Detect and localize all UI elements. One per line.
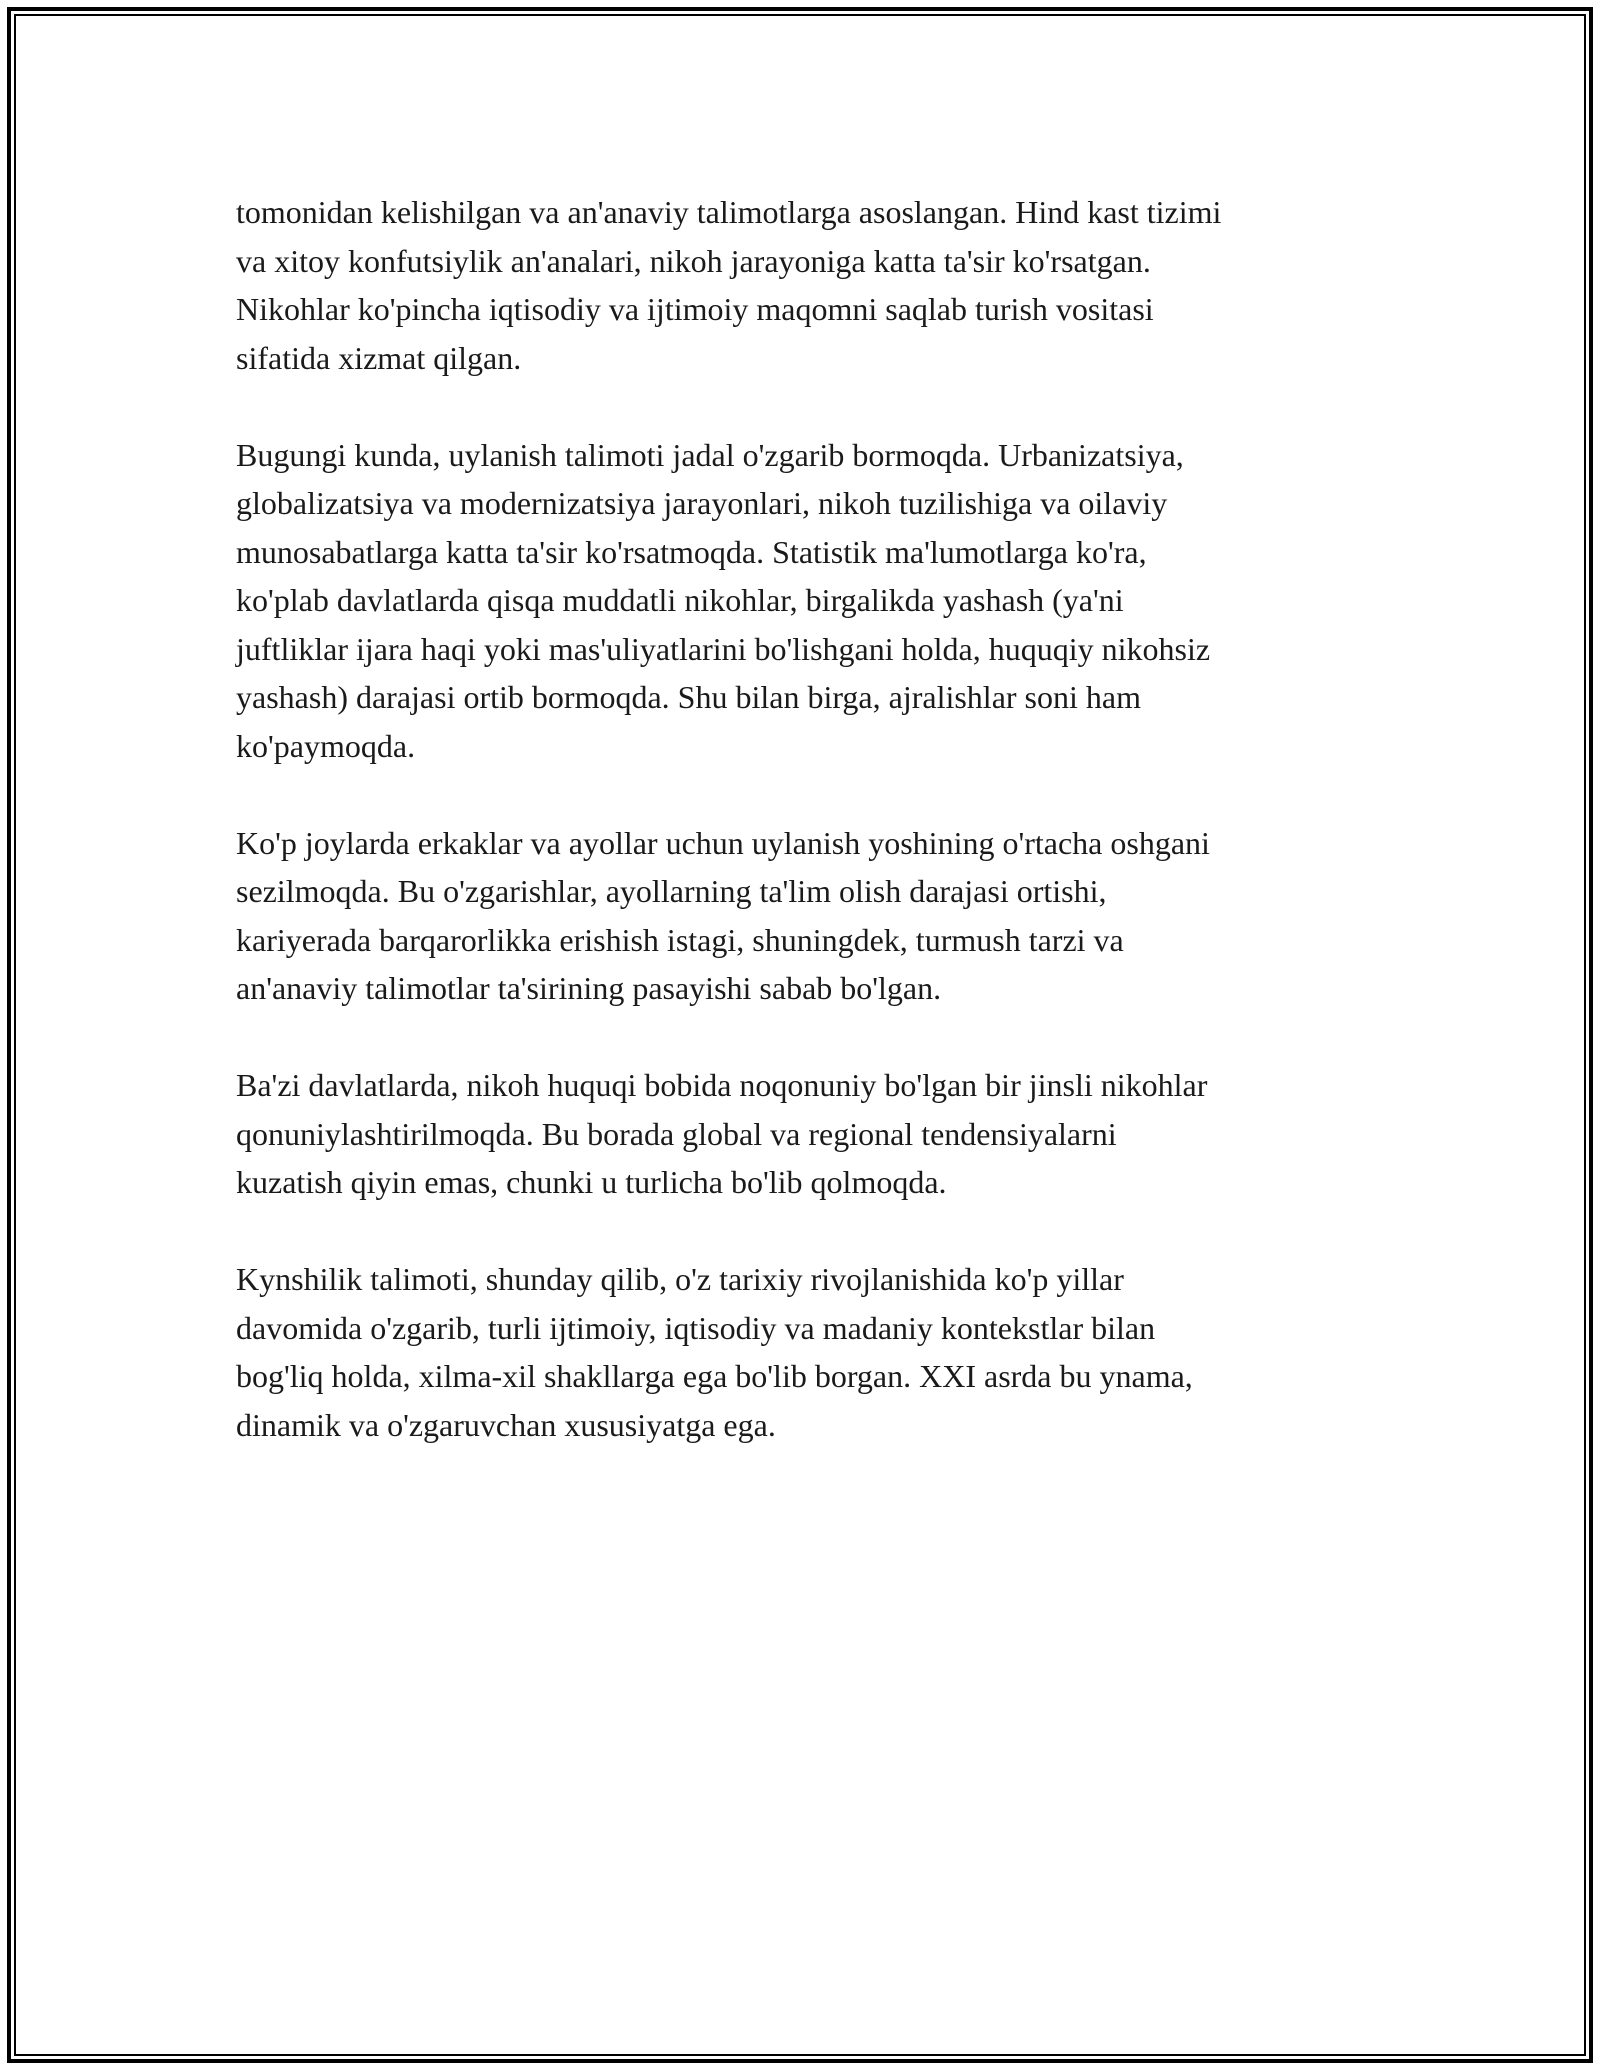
paragraph-4: Ba'zi davlatlarda, nikoh huquqi bobida noqonuniy bo'lgan bir jinsli nikohlar qonuniylashtirilmoqda. Bu borada global va regional tendensiyalarni kuzatish qiyin emas, chunki u turlicha bo'lib qolmoqda.	[236, 1067, 1208, 1200]
paragraph-5: Kynshilik talimoti, shunday qilib, o'z tarixiy rivojlanishida ko'p yillar davomida o'zgarib, turli ijtimoiy, iqtisodiy va madaniy kontekstlar bilan bog'liq holda, xilma-xil shakllarga ega bo'lib borgan. XXI asrda bu ynama, dinamik va o'zgaruvchan xususiyatga ega.	[236, 1261, 1193, 1443]
paragraph-2: Bugungi kunda, uylanish talimoti jadal o'zgarib bormoqda. Urbanizatsiya, globalizatsiya va modernizatsiya jarayonlari, nikoh tuzilishiga va oilaviy munosabatlarga katta ta'sir ko'rsatmoqda. Statistik ma'lumotlarga ko'ra, ko'plab davlatlarda qisqa muddatli nikohlar, birgalikda yashash (ya'ni juftliklar ijara haqi yoki mas'uliyatlarini bo'lishgani holda, huquqiy nikohsiz yashash) darajasi ortib bormoqda. Shu bilan birga, ajralishlar soni ham ko'paymoqda.	[236, 436, 1211, 764]
paragraph-3: Ko'p joylarda erkaklar va ayollar uchun uylanish yoshining o'rtacha oshgani sezilmoqda. Bu o'zgarishlar, ayollarning ta'lim olish darajasi ortishi, kariyerada barqarorlikka erishish istagi, shuningdek, turmush tarzi va an'anaviy talimotlar ta'sirining pasayishi sabab bo'lgan.	[236, 824, 1210, 1006]
document-body	[236, 188, 1386, 1449]
paragraph-1: tomonidan kelishilgan va an'anaviy talimotlarga asoslangan. Hind kast tizimi va xitoy konfutsiylik an'analari, nikoh jarayoniga katta ta'sir ko'rsatgan. Nikohlar ko'pincha iqtisodiy va ijtimoiy maqomni saqlab turish vositasi sifatida xizmat qilgan.	[236, 194, 1222, 376]
